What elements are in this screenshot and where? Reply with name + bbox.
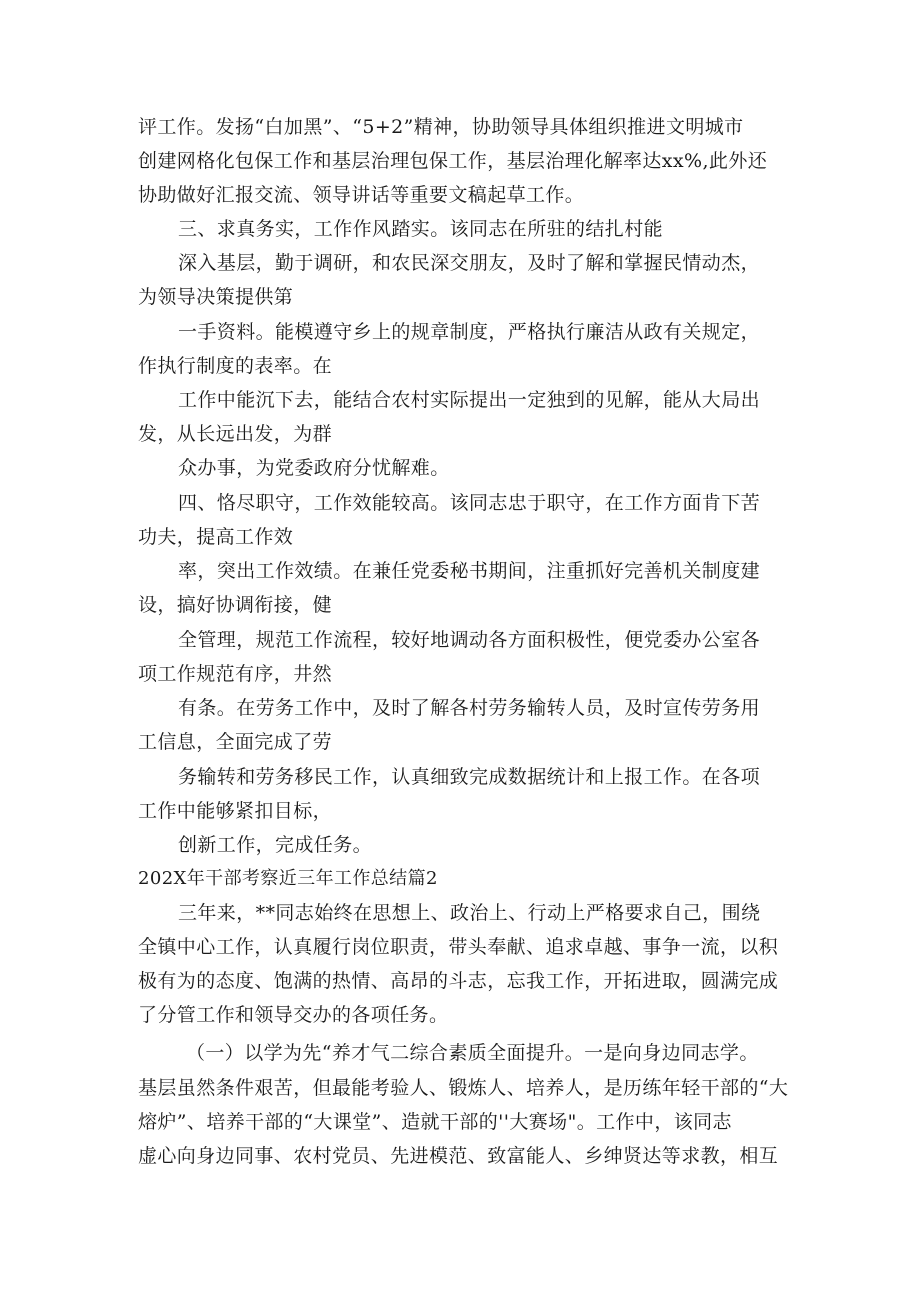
text-line: 务输转和劳务移民工作，认真细致完成数据统计和上报工作。在各项 <box>178 766 761 788</box>
text-line: 有条。在劳务工作中，及时了解各村劳务输转人员，及时宣传劳务用 <box>178 697 761 719</box>
text-line: 设，搞好协调衔接，健 <box>138 594 333 616</box>
text-line: 三年来，**同志始终在思想上、政治上、行动上严格要求自己，围绕 <box>178 902 761 924</box>
text-line: （一）以学为先“养才气二综合素质全面提升。一是向身边同志学。 <box>186 1042 759 1064</box>
text-line: 评工作。发扬“白加黑”、“5+2”精神，协助领导具体组织推进文明城市 <box>138 116 744 138</box>
text-line: 创新工作，完成任务。 <box>178 834 373 856</box>
text-line: 基层虽然条件艰苦，但最能考验人、锻炼人、培养人，是历练年轻干部的“大 <box>138 1077 788 1099</box>
text-line: 项工作规范有序，井然 <box>138 663 333 685</box>
text-line: 为领导决策提供第 <box>138 286 294 308</box>
text-line: 全镇中心工作，认真履行岗位职责，带头奉献、追求卓越、事争一流，以积 <box>138 936 779 958</box>
text-line: 一手资料。能模遵守乡上的规章制度，严格执行廉洁从政有关规定， <box>178 321 761 343</box>
section-heading: 202X年干部考察近三年工作总结篇2 <box>138 868 438 889</box>
text-line: 全管理，规范工作流程，较好地调动各方面积极性，便党委办公室各 <box>178 629 761 651</box>
text-line: 发，从长远出发，为群 <box>138 423 333 445</box>
text-line: 工作中能够紧扣目标， <box>138 800 333 822</box>
text-line: 四、恪尽职守，工作效能较高。该同志忠于职守，在工作方面肯下苦 <box>178 492 761 514</box>
text-line: 熔炉”、培养干部的“大课堂”、造就干部的''大赛场"。工作中，该同志 <box>138 1111 732 1133</box>
text-line: 三、求真务实，工作作风踏实。该同志在所驻的结扎村能 <box>178 218 664 240</box>
text-line: 创建网格化包保工作和基层治理包保工作，基层治理化解率达xx%,此外还 <box>138 150 768 172</box>
text-line: 了分管工作和领导交办的各项任务。 <box>138 1004 449 1026</box>
text-line: 极有为的态度、饱满的热情、高昂的斗志，忘我工作，开拓进取，圆满完成 <box>138 970 779 992</box>
text-line: 工信息，全面完成了劳 <box>138 731 333 753</box>
text-line: 深入基层，勤于调研，和农民深交朋友，及时了解和掌握民情动杰， <box>178 252 761 274</box>
text-line: 虚心向身边同事、农村党员、先进模范、致富能人、乡绅贤达等求教，相互 <box>138 1145 779 1167</box>
text-line: 众办事，为党委政府分忧解难。 <box>178 457 450 479</box>
text-line: 功夫，提高工作效 <box>138 526 294 548</box>
text-line: 率，突出工作效绩。在兼任党委秘书期间，注重抓好完善机关制度建 <box>178 560 761 582</box>
text-line: 协助做好汇报交流、领导讲话等重要文稿起草工作。 <box>138 184 585 206</box>
text-line: 工作中能沉下去，能结合农村实际提出一定独到的见解，能从大局出 <box>178 389 761 411</box>
text-line: 作执行制度的表率。在 <box>138 355 333 377</box>
